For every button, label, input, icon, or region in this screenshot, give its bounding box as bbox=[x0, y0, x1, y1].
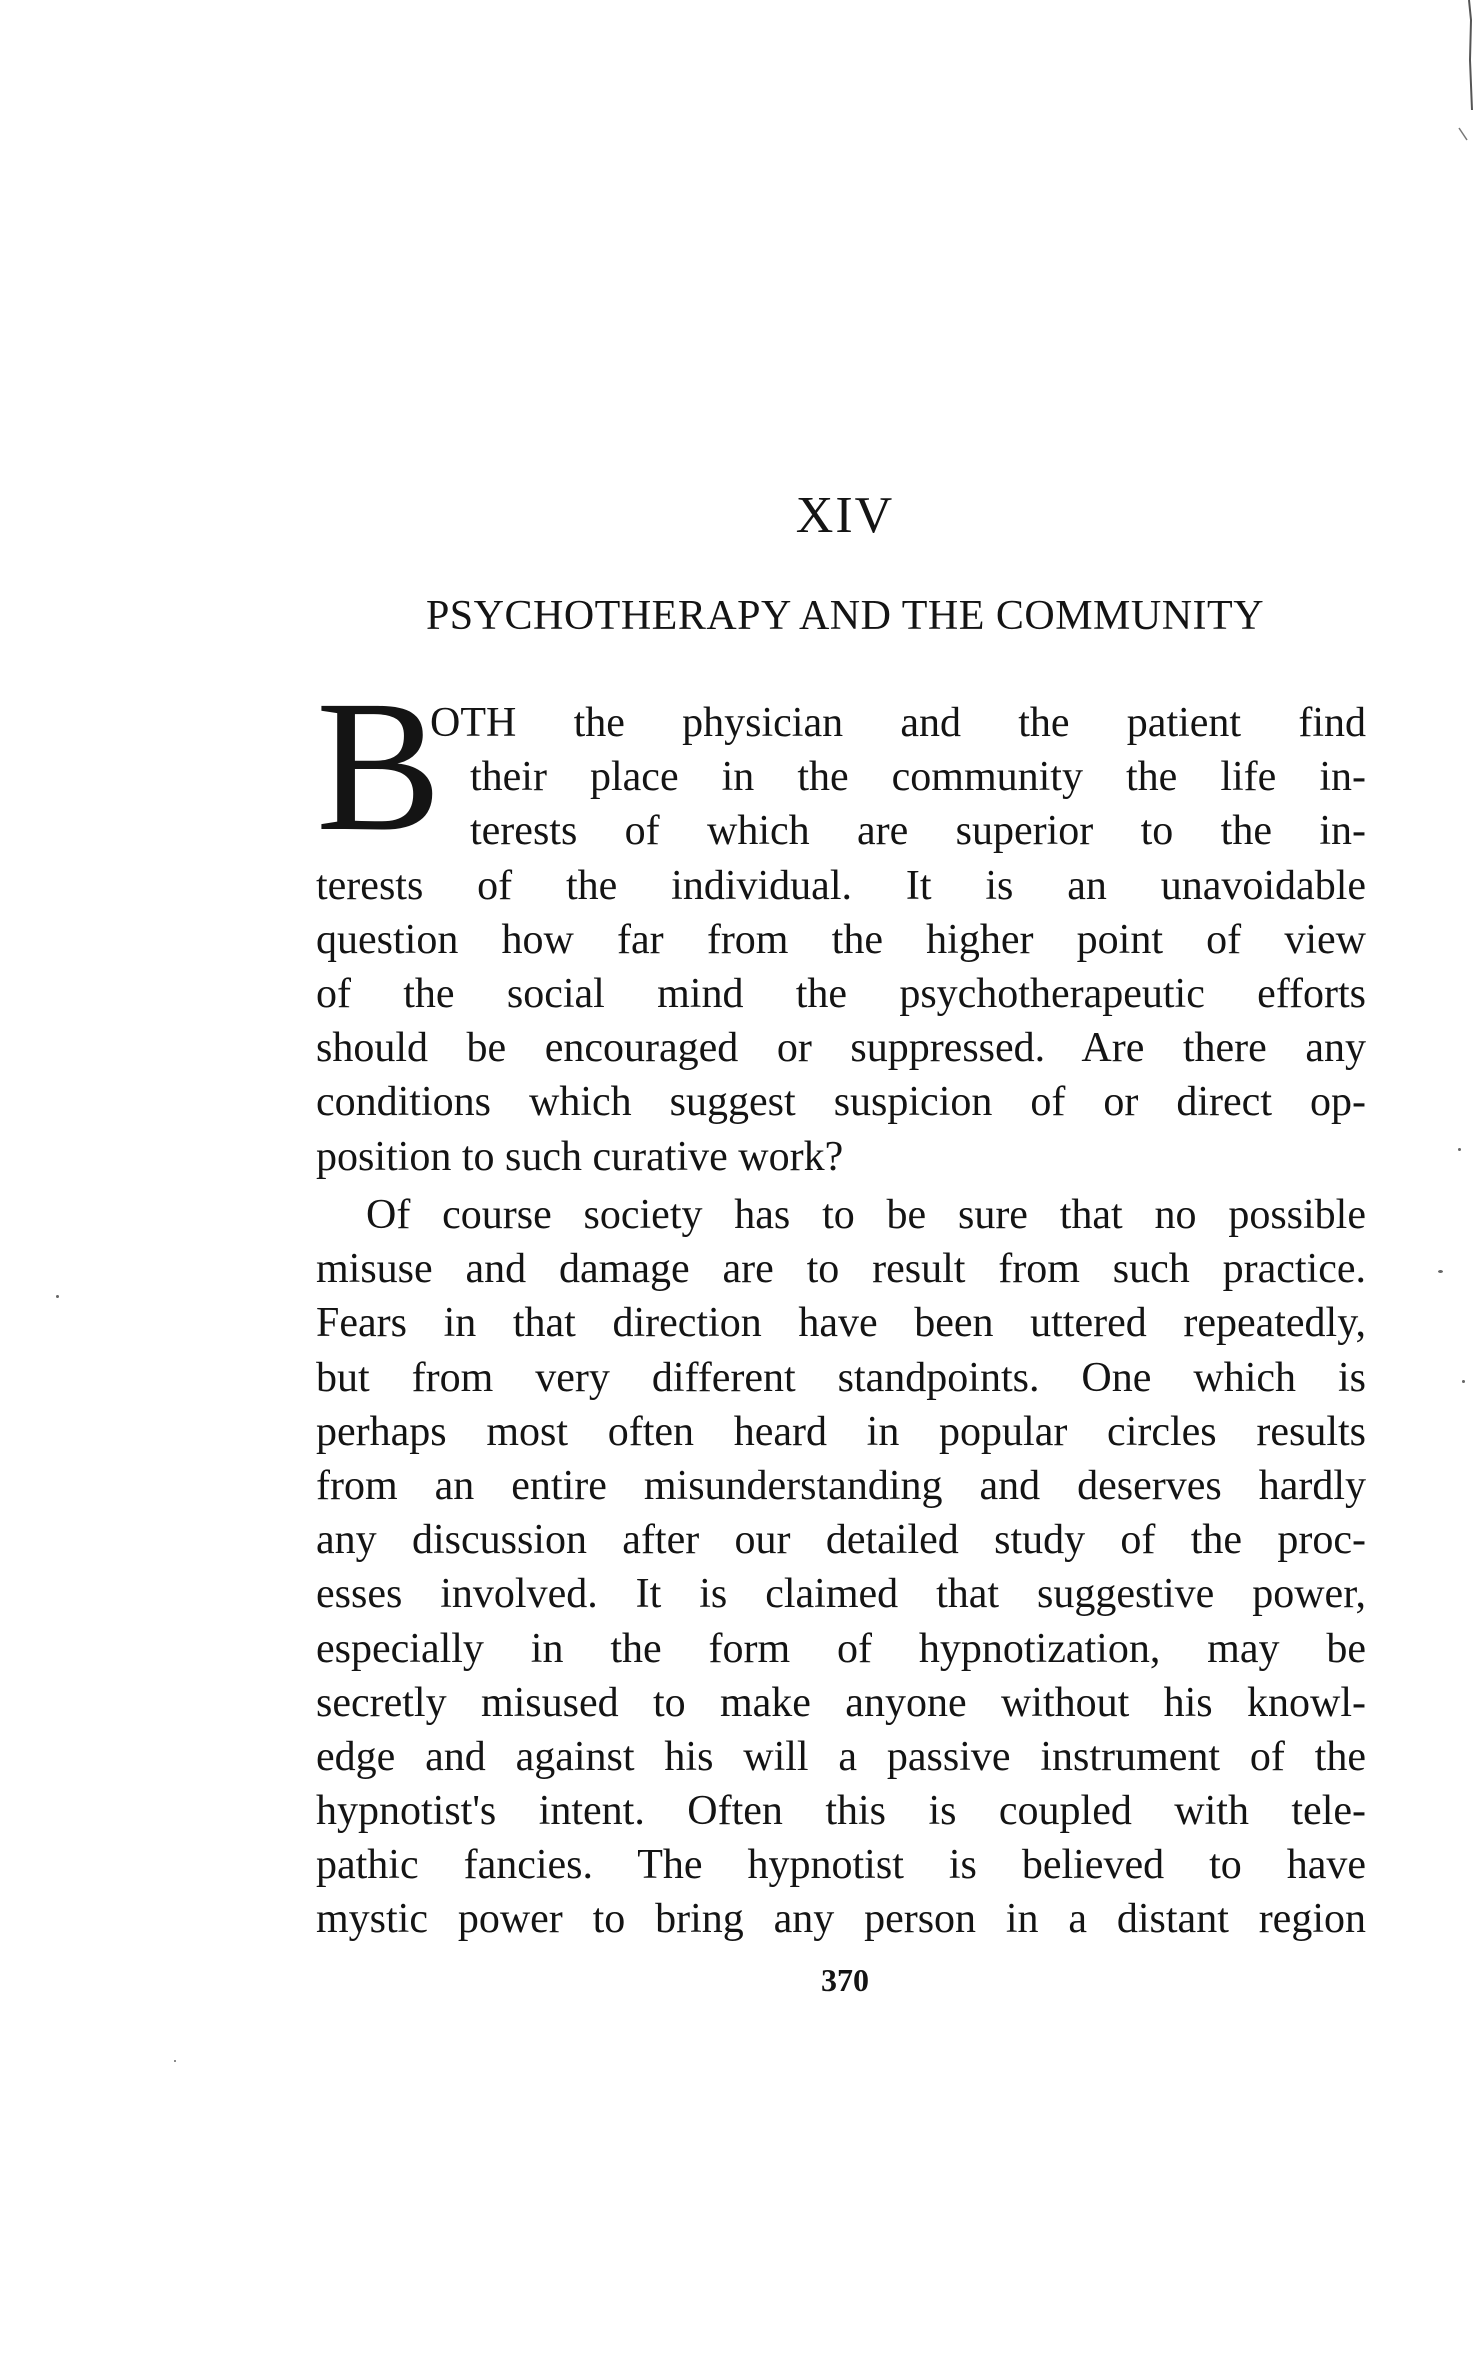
paragraph-1 bbox=[316, 696, 1366, 1184]
text-line: misuse and damage are to result from such practice. bbox=[316, 1246, 1366, 1293]
text-line: question how far from the higher point of view bbox=[316, 916, 1366, 963]
text-line: conditions which suggest suspicion of or direct op- bbox=[316, 1079, 1366, 1126]
text-line: secretly misused to make anyone without his knowl- bbox=[316, 1679, 1366, 1726]
text-line: terests of the individual. It is an unavoidable bbox=[316, 862, 1366, 909]
text-line: terests of which are superior to the in- bbox=[470, 808, 1366, 855]
text-line: especially in the form of hypnotization, may be bbox=[316, 1625, 1366, 1672]
chapter-title: PSYCHOTHERAPY AND THE COMMUNITY bbox=[425, 593, 1265, 639]
text-line: of the social mind the psychotherapeutic efforts bbox=[316, 970, 1366, 1017]
page-number: 370 bbox=[821, 1962, 869, 1998]
text-line: OTH the physician and the patient find bbox=[430, 700, 1366, 746]
text-line: from an entire misunderstanding and deserves hardly bbox=[316, 1462, 1366, 1509]
scan-speck bbox=[174, 2060, 176, 2062]
text-line: mystic power to bring any person in a distant region bbox=[316, 1896, 1366, 1943]
text-line: position to such curative work? bbox=[316, 1133, 844, 1180]
text-line: should be encouraged or suppressed. Are there any bbox=[316, 1025, 1366, 1072]
chapter-number: XIV bbox=[795, 487, 895, 544]
paragraph-2 bbox=[316, 1188, 1366, 1947]
drop-cap: B bbox=[316, 661, 442, 870]
scan-speck bbox=[1458, 1148, 1461, 1151]
text-line: perhaps most often heard in popular circles results bbox=[316, 1408, 1366, 1455]
text-line: their place in the community the life in- bbox=[470, 754, 1366, 801]
text-line: pathic fancies. The hypnotist is believed to have bbox=[316, 1842, 1366, 1889]
scan-speck bbox=[1462, 1380, 1465, 1383]
scan-speck bbox=[56, 1295, 59, 1298]
text-line: any discussion after our detailed study of the proc- bbox=[316, 1517, 1366, 1564]
text-line: edge and against his will a passive instrument of the bbox=[316, 1733, 1366, 1780]
text-line: hypnotist's intent. Often this is coupled with tele- bbox=[316, 1788, 1366, 1835]
text-line: esses involved. It is claimed that suggestive power, bbox=[316, 1571, 1366, 1618]
page-edge-shadow bbox=[1457, 0, 1473, 160]
text-line: Fears in that direction have been uttered repeatedly, bbox=[316, 1300, 1366, 1347]
text-line: Of course society has to be sure that no possible bbox=[366, 1192, 1366, 1238]
scan-speck bbox=[1438, 1270, 1443, 1273]
text-line: but from very different standpoints. One which is bbox=[316, 1354, 1366, 1401]
